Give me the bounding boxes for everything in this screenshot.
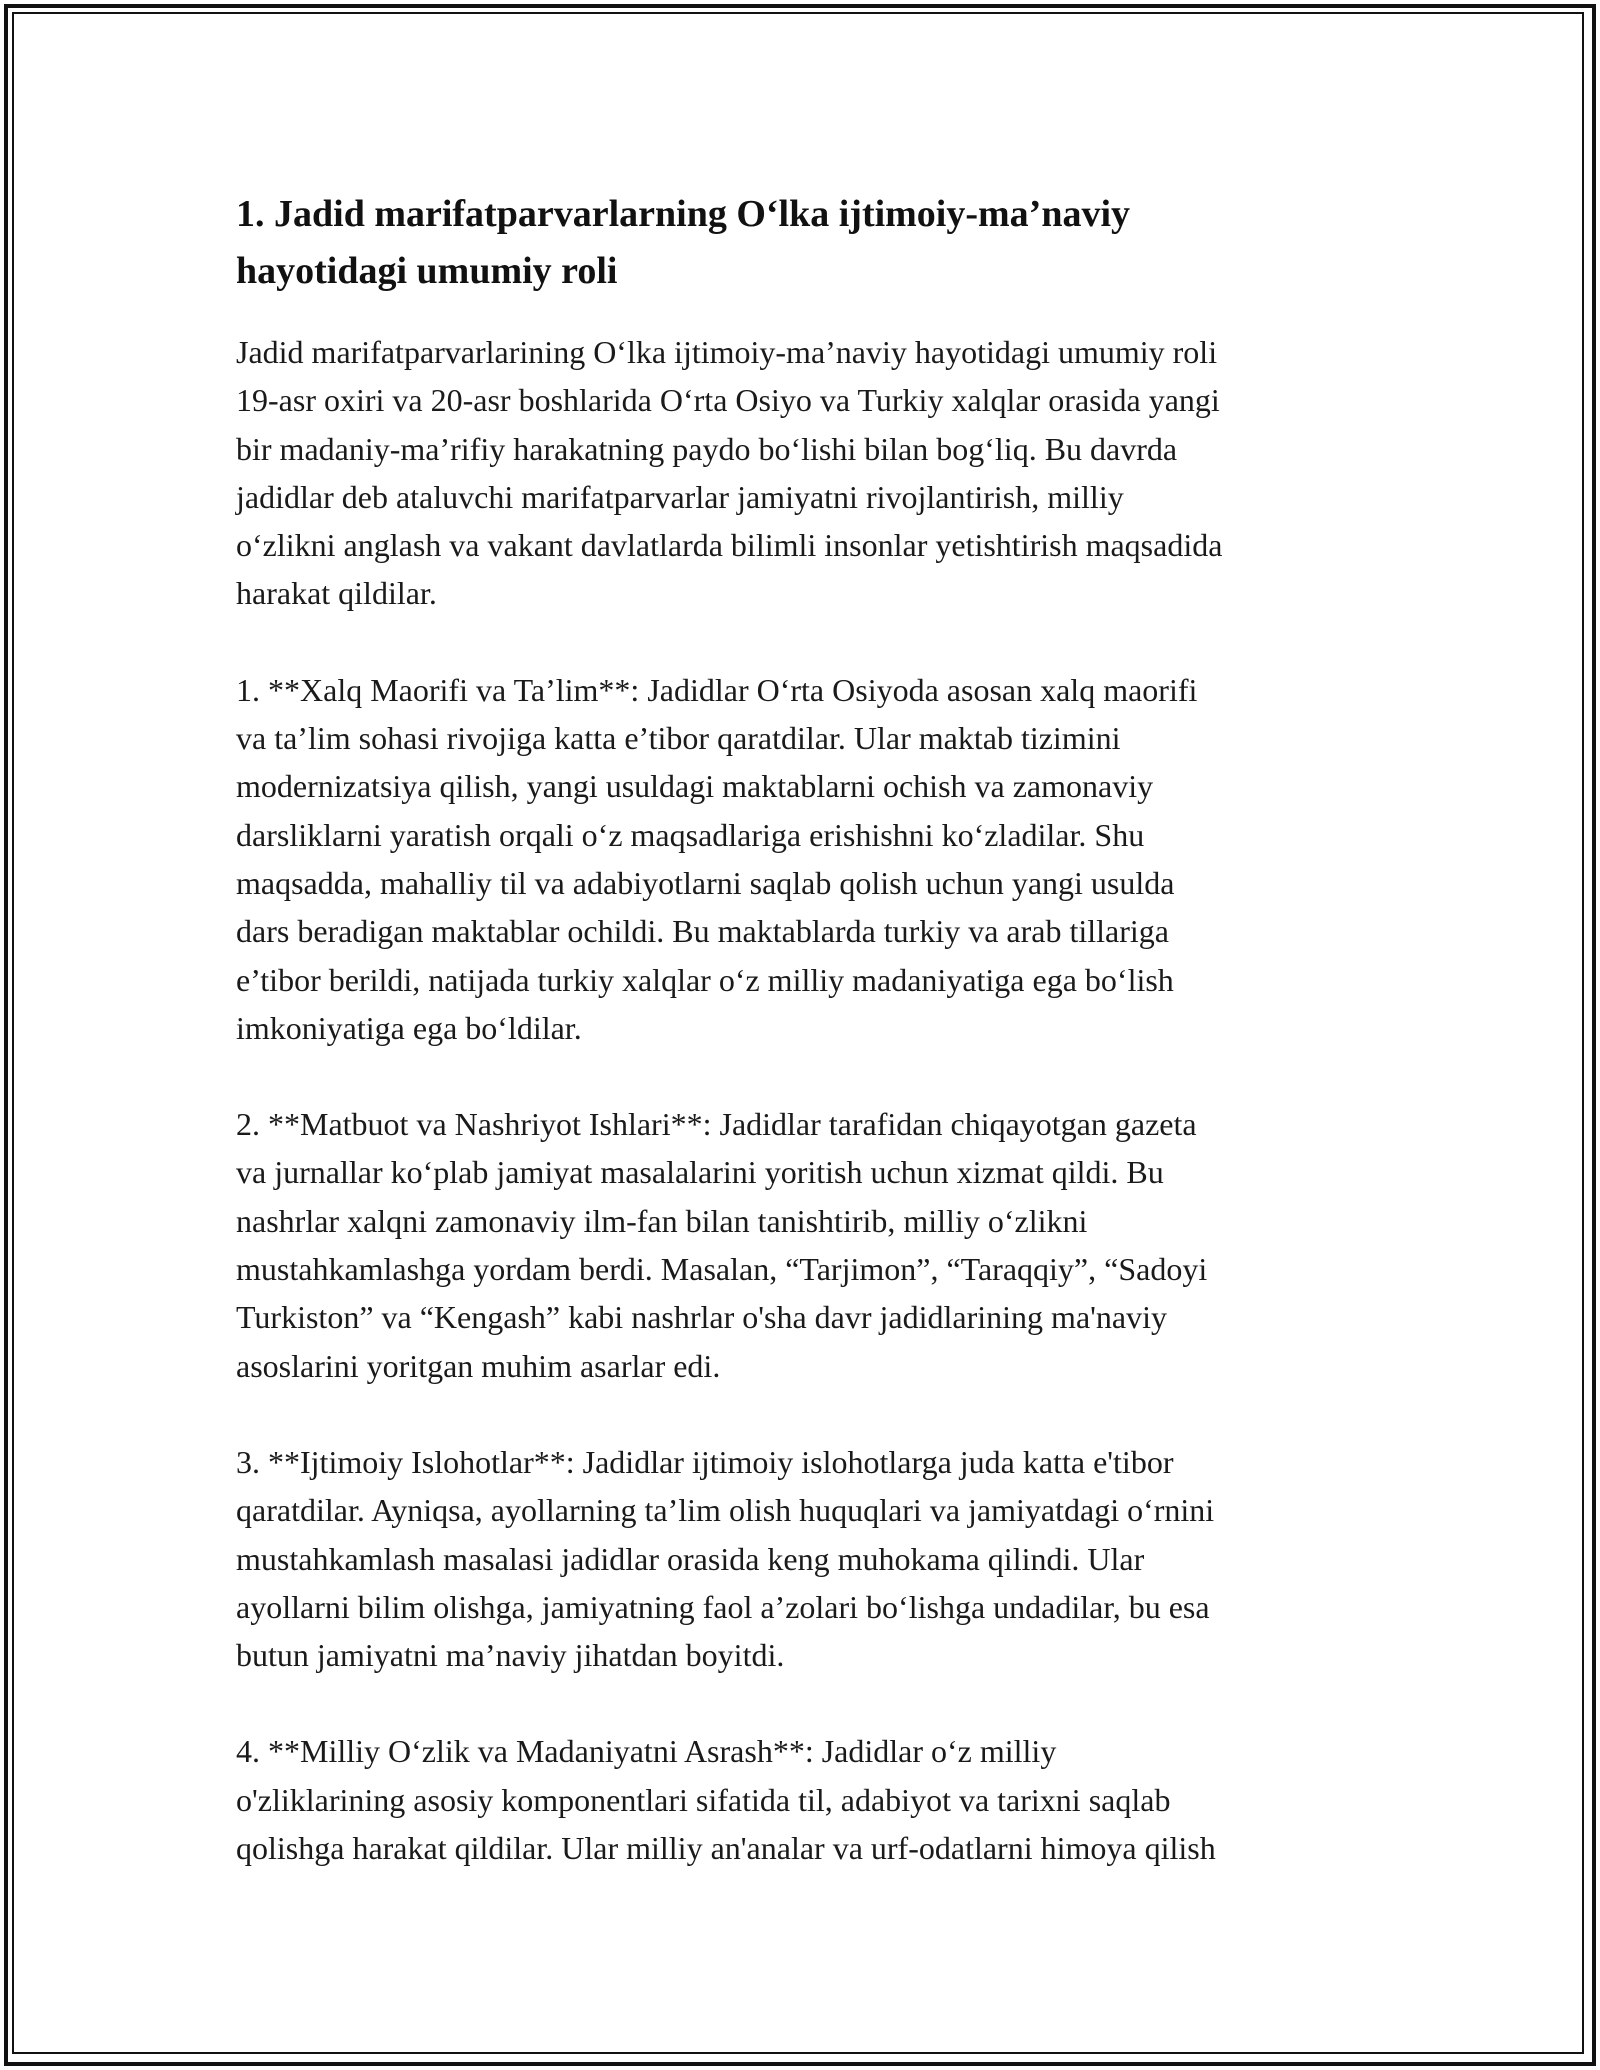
paragraph-press: 2. **Matbuot va Nashriyot Ishlari**: Jadidlar tarafidan chiqayotgan gazeta va jurnallar ko‘plab jamiyat masalalarini yoritish uchun xizmat qildi. Bu nashrlar xalqni zamonaviy ilm-fan bilan tanishtirib, milliy o‘zlikni mustahkamlashga yordam berdi. Masalan, “Tarjimon”, “Taraqqiy”, “Sadoyi Turkiston” va “Kengash” kabi nashrlar o'sha davr jadidlarining ma'naviy asoslarini yoritgan muhim asarlar edi.	[236, 1106, 1208, 1384]
section-heading	[236, 186, 1396, 300]
paragraph-national-identity: 4. **Milliy O‘zlik va Madaniyatni Asrash**: Jadidlar o‘z milliy o'zliklarining asosiy komponentlari sifatida til, adabiyot va tarixni saqlab qolishga harakat qildilar. Ular milliy an'analar va urf-odatlarni himoya qilish	[236, 1733, 1216, 1867]
heading-line-2: hayotidagi umumiy roli	[236, 250, 618, 292]
paragraph-social-reforms: 3. **Ijtimoiy Islohotlar**: Jadidlar ijtimoiy islohotlarga juda katta e'tibor qaratdilar. Ayniqsa, ayollarning ta’lim olish huquqlari va jamiyatdagi o‘rnini mustahkamlash masalasi jadidlar orasida keng muhokama qilindi. Ular ayollarni bilim olishga, jamiyatning faol a’zolari bo‘lishga undadilar, bu esa butun jamiyatni ma’naviy jihatdan boyitdi.	[236, 1443, 1215, 1674]
intro-paragraph: Jadid marifatparvarlarining O‘lka ijtimoiy-ma’naviy hayotidagi umumiy roli 19-asr oxiri va 20-asr boshlarida O‘rta Osiyo va Turkiy xalqlar orasida yangi bir madaniy-ma’rifiy harakatning paydo bo‘lishi bilan bog‘liq. Bu davrda jadidlar deb ataluvchi marifatparvarlar jamiyatni rivojlantirish, milliy o‘zlikni anglash va vakant davlatlarda bilimli insonlar yetishtirish maqsadida harakat qildilar.	[236, 334, 1223, 612]
document-body	[236, 186, 1396, 1920]
paragraph-education: 1. **Xalq Maorifi va Ta’lim**: Jadidlar O‘rta Osiyoda asosan xalq maorifi va ta’lim sohasi rivojiga katta e’tibor qaratdilar. Ular maktab tizimini modernizatsiya qilish, yangi usuldagi maktablarni ochish va zamonaviy darsliklarni yaratish orqali o‘z maqsadlariga erishishni ko‘zladilar. Shu maqsadda, mahalliy til va adabiyotlarni saqlab qolish uchun yangi usulda dars beradigan maktablar ochildi. Bu maktablarda turkiy va arab tillariga e’tibor berildi, natijada turkiy xalqlar o‘z milliy madaniyatiga ega bo‘lish imkoniyatiga ega bo‘ldilar.	[236, 671, 1198, 1046]
heading-line-1: 1. Jadid marifatparvarlarning O‘lka ijtimoiy-ma’naviy	[236, 193, 1131, 235]
